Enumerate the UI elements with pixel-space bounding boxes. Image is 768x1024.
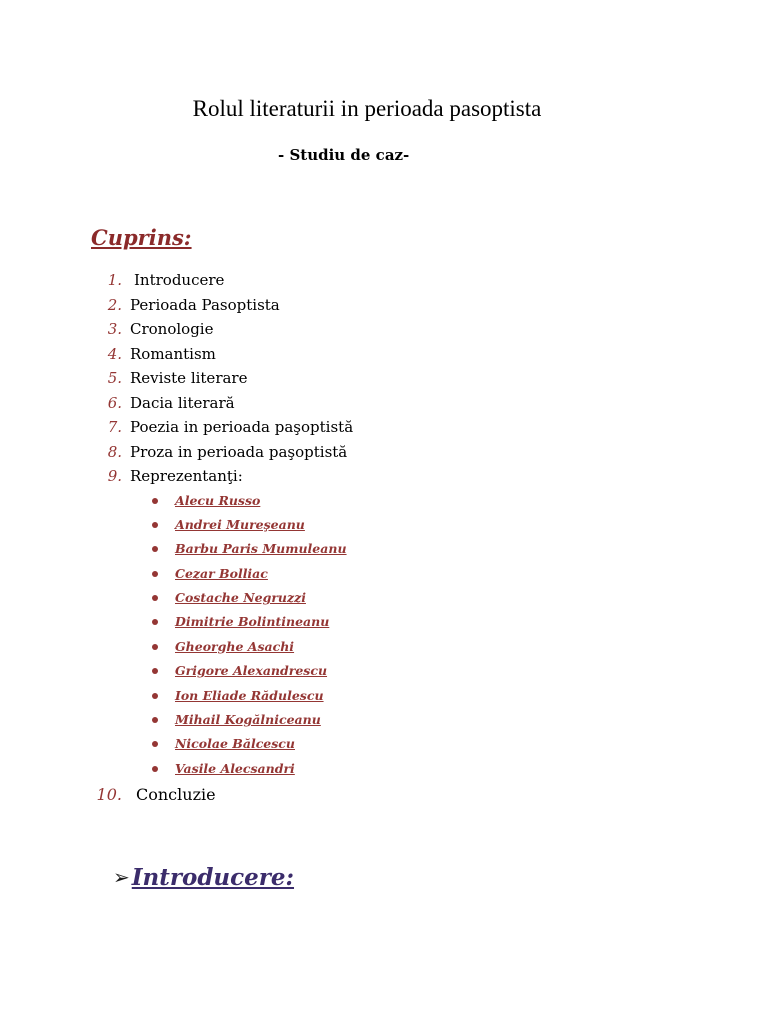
introduction-heading — [113, 861, 294, 894]
representatives-list — [0, 489, 768, 782]
document-title: Rolul literaturii in perioada pasoptista — [192, 96, 542, 121]
representative-item — [0, 513, 768, 537]
toc-item — [0, 440, 768, 465]
bullet-icon — [152, 619, 158, 625]
toc-number: 7. — [107, 418, 122, 436]
toc-item — [0, 783, 768, 808]
toc-label: Concluzie — [136, 785, 216, 805]
bullet-icon — [152, 571, 158, 577]
introduction-heading-text: Introducere: — [131, 864, 295, 891]
representative-link[interactable]: Costache Negruzzi — [175, 590, 306, 606]
representative-item — [0, 732, 768, 756]
table-of-contents — [0, 268, 768, 808]
representative-item — [0, 635, 768, 659]
toc-item — [0, 293, 768, 318]
representative-link[interactable]: Dimitrie Bolintineanu — [175, 614, 330, 630]
toc-number: 1. — [107, 271, 122, 289]
toc-label: Reviste literare — [130, 369, 248, 387]
toc-label: Introducere — [134, 271, 225, 289]
representative-item — [0, 562, 768, 586]
representative-link[interactable]: Grigore Alexandrescu — [175, 663, 328, 679]
representative-link[interactable]: Cezar Bolliac — [175, 565, 268, 581]
bullet-icon — [152, 766, 158, 772]
toc-item — [0, 317, 768, 342]
toc-number: 6. — [107, 393, 122, 412]
toc-item — [0, 464, 768, 489]
representative-link[interactable]: Gheorghe Asachi — [175, 638, 295, 654]
representative-item — [0, 708, 768, 732]
toc-label: Dacia literară — [130, 393, 235, 412]
bullet-icon — [152, 741, 158, 747]
representative-item — [0, 489, 768, 513]
bullet-icon — [152, 522, 158, 528]
representative-link[interactable]: Barbu Paris Mumuleanu — [175, 541, 347, 557]
toc-number: 4. — [107, 344, 122, 363]
toc-label: Perioada Pasoptista — [130, 295, 280, 314]
toc-number: 3. — [107, 320, 122, 338]
toc-item — [0, 342, 768, 367]
representative-link[interactable]: Andrei Mureşeanu — [175, 516, 305, 532]
toc-label: Romantism — [130, 344, 216, 363]
toc-label: Reprezentanţi: — [130, 467, 243, 485]
document-subtitle: - Studiu de caz- — [278, 146, 410, 164]
toc-number: 9. — [107, 467, 122, 485]
bullet-icon — [152, 644, 158, 650]
representative-item — [0, 757, 768, 781]
toc-item — [0, 268, 768, 293]
toc-number: 8. — [107, 442, 122, 461]
representative-link[interactable]: Nicolae Bălcescu — [175, 736, 295, 752]
toc-number: 5. — [107, 369, 122, 387]
toc-number: 2. — [107, 295, 122, 314]
toc-number: 10. — [96, 785, 122, 805]
bullet-icon — [152, 717, 158, 723]
toc-item — [0, 366, 768, 391]
representative-link[interactable]: Mihail Kogălniceanu — [175, 712, 321, 728]
toc-label: Proza in perioada paşoptistă — [130, 442, 348, 461]
representative-item — [0, 659, 768, 683]
contents-heading: Cuprins: — [91, 225, 192, 250]
bullet-icon — [152, 668, 158, 674]
toc-label: Cronologie — [130, 320, 214, 338]
bullet-icon — [152, 498, 158, 504]
representative-item — [0, 586, 768, 610]
bullet-icon — [152, 693, 158, 699]
representative-link[interactable]: Ion Eliade Rădulescu — [175, 687, 324, 703]
representative-link[interactable]: Vasile Alecsandri — [175, 760, 295, 776]
bullet-icon — [152, 595, 158, 601]
representative-item — [0, 537, 768, 561]
toc-label: Poezia in perioada paşoptistă — [130, 418, 354, 436]
arrow-bullet-icon: ➢ — [113, 865, 130, 889]
toc-item — [0, 415, 768, 440]
toc-item — [0, 391, 768, 416]
representative-link[interactable]: Alecu Russo — [175, 492, 261, 508]
representative-item — [0, 684, 768, 708]
representative-item — [0, 610, 768, 634]
bullet-icon — [152, 546, 158, 552]
